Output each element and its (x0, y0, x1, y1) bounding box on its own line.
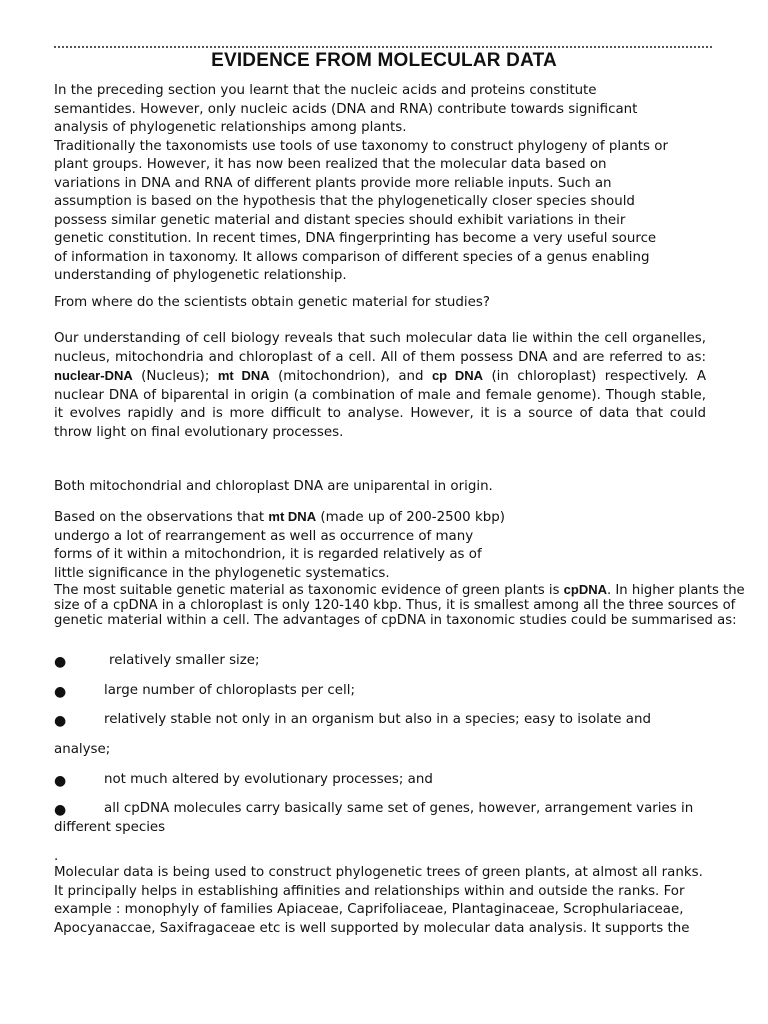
text-line: Molecular data is being used to construct phylogenetic trees of green plants, at almost all ranks. (54, 865, 703, 880)
term-mt-dna: mt DNA (268, 509, 317, 524)
dotted-rule (54, 46, 712, 48)
list-item-continuation: analyse; (54, 742, 111, 757)
term-nuclear-dna: nuclear-DNA (54, 368, 133, 383)
final-paragraph (54, 864, 754, 938)
page-title: EVIDENCE FROM MOLECULAR DATA (211, 50, 557, 71)
text-line: Based on the observations that mt DNA (made up of 200-2500 kbp) (54, 509, 505, 525)
bullet-icon: ● (54, 654, 67, 670)
text-line: plant groups. However, it has now been realized that the molecular data based on (54, 157, 607, 172)
uniparental-paragraph: Both mitochondrial and chloroplast DNA are uniparental in origin. (54, 479, 493, 494)
list-item-continuation: different species (54, 820, 166, 835)
question-paragraph: From where do the scientists obtain genetic material for studies? (54, 295, 490, 310)
text-line: It principally helps in establishing affinities and relationships within and outside the ranks. For (54, 883, 685, 899)
text-line: little significance in the phylogenetic systematics. (54, 565, 390, 581)
text-line: In the preceding section you learnt that the nucleic acids and proteins constitute (54, 83, 597, 98)
text-line: genetic constitution. In recent times, DNA fingerprinting has become a very useful source (54, 231, 657, 246)
mt-dna-paragraph (54, 508, 714, 583)
text-line: of information in taxonomy. It allows comparison of different species of a genus enabling (54, 249, 650, 265)
text-line: forms of it within a mitochondrion, it is regarded relatively as of (54, 547, 482, 562)
text-line: undergo a lot of rearrangement as well as occurrence of many (54, 528, 474, 544)
bullet-icon: ● (54, 802, 67, 818)
document-page: EVIDENCE FROM MOLECULAR DATA In the preceding section you learnt that the nucleic acids and proteins constitute semantides. However, only nucleic acids (DNA and RNA) contribute towards significant analysis of phylogenetic relationships among plants. Traditionally the taxonomists use tools of use taxonomy to construct phylogeny of plants or plant groups. However, it has now been realized that the molecular data based on variations in DNA and RNA of different plants provide more reliable inputs. Such an assumption is based on the hypothesis that the phylogenetically closer species should possess similar genetic material and distant species should exhibit variations in their genetic constitution. In recent times, DNA fingerprinting has become a very useful source of information in taxonomy. It allows comparison of different species of a genus enabling understanding of phylogenetic relationship. From where do the scientists obtain genetic material for studies? Our understanding of cell biology reveals that such molecular data lie within the cell organelles, nucleus, mitochondria and chloroplast of a cell. All of them possess DNA and are referred to as: nuclear-DNA (Nucleus); mt DNA (mitochondrion), and cp DNA (in chloroplast) respectively. A nuclear DNA of biparental in origin (a combination of male and female genome). Though stable, it evolves rapidly and is more difficult to analyse. However, it is a source of data that could throw light on final evolutionary processes. Both mitochondrial and chloroplast DNA are uniparental in origin. Based on the observations that mt DNA (made up of 200-2500 kbp) undergo a lot of rearrangement as well as occurrence of many forms of it within a mitochondrion, it is regarded relatively as of little significance in the phylogenetic systematics. The most suitable genetic material as taxonomic evidence of green plants is cpDNA. In higher plants the size of a cpDNA in a chloroplast is only 120-140 kbp. Thus, it is smallest among all the three sources of genetic material within a cell. The advantages of cpDNA in taxonomic studies could be summarised as: ● relatively smaller size; ● large number of chloroplasts per cell; ● relatively stable not only in an organism but also in a species; easy to isolate and analyse; ● not much altered by evolutionary processes; and ● all cpDNA molecules carry basically same set of genes, however, arrangement varies in different species . Molecular data is being used to construct phylogenetic trees of green plants, at almost all ranks. It principally helps in establishing affinities and relationships within and outside the ranks. For example : monophyly of families Apiaceae, Caprifoliaceae, Plantaginaceae, Scrophulariaceae, Apocyanaccae, Saxifragaceae etc is well supported by molecular data analysis. It supports the (0, 0, 768, 1024)
term-mt-dna: mt DNA (217, 368, 270, 383)
text-line: Apocyanaccae, Saxifragaceae etc is well supported by molecular data analysis. It supports the (54, 920, 690, 936)
text-line: assumption is based on the hypothesis that the phylogenetically closer species should (54, 194, 635, 209)
term-cp-dna: cp DNA (431, 368, 484, 383)
organelles-paragraph: Our understanding of cell biology reveals that such molecular data lie within the cell organelles, nucleus, mitochondria and chloroplast of a cell. All of them possess DNA and are referred to as: nuclear-DNA (Nucleus); mt DNA (mitochondrion), and cp DNA (in chloroplast) respectively. A nuclear DNA of biparental in origin (a combination of male and female genome). Though stable, it evolves rapidly and is more difficult to analyse. However, it is a source of data that could throw light on final evolutionary processes. (54, 331, 706, 440)
bullet-icon: ● (54, 713, 67, 729)
bullet-icon: ● (54, 773, 67, 789)
text-line: semantides. However, only nucleic acids (DNA and RNA) contribute towards significant (54, 101, 638, 117)
text-line: variations in DNA and RNA of different plants provide more reliable inputs. Such an (54, 175, 612, 191)
term-cpdna: cpDNA (563, 582, 608, 597)
cpdna-paragraph: The most suitable genetic material as taxonomic evidence of green plants is cpDNA. In higher plants the size of a cpDNA in a chloroplast is only 120-140 kbp. Thus, it is smallest among all the three sources of genetic material within a cell. The advantages of cpDNA in taxonomic studies could be summarised as: (54, 582, 745, 628)
stray-period: . (54, 849, 59, 864)
text-line: Traditionally the taxonomists use tools of use taxonomy to construct phylogeny of plants or (54, 138, 668, 154)
text-line: example : monophyly of families Apiaceae, Caprifoliaceae, Plantaginaceae, Scrophulariaceae, (54, 902, 684, 917)
text-line: understanding of phylogenetic relationship. (54, 268, 347, 283)
bullet-icon: ● (54, 684, 67, 700)
intro-paragraph (54, 82, 734, 286)
text-line: possess similar genetic material and distant species should exhibit variations in their (54, 212, 626, 228)
text-line: analysis of phylogenetic relationships among plants. (54, 120, 407, 135)
